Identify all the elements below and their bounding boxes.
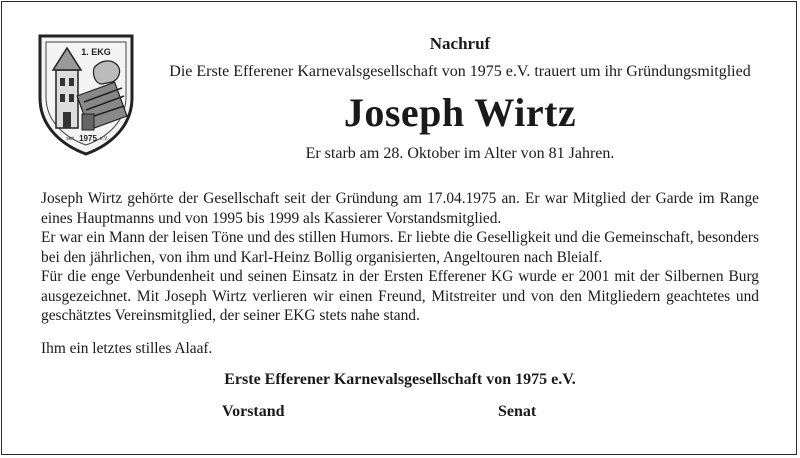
crest-since: seit (66, 136, 74, 142)
crest-label: 1. EKG (81, 47, 111, 57)
body-paragraph: Für die enge Verbundenheit und seinen Einsatz in der Ersten Efferener KG wurde er 2001 mit der Silbernen Burg ausgezeichnet. Mit Joseph Wirtz verlieren wir einen Freund, Mitstreiter und von den Mitgliedern geachtetes und geschätztes Vereinsmitglied, der seiner EKG stets nahe stand. (41, 268, 759, 324)
crest-year: 1975 (79, 134, 97, 143)
body-paragraph: Er war ein Mann der leisen Töne und des stillen Humors. Er liebte die Geselligkeit und die Gemeinschaft, besonders bei den jährlichen, von ihm und Karl-Heinz Bollig organisierten, Angeltouren nach Bleialf. (41, 229, 759, 266)
header-block (150, 33, 770, 164)
notice-title: Nachruf (429, 34, 491, 53)
signature-senate: Senat (498, 403, 537, 420)
obituary-body (41, 189, 759, 326)
death-date-line: Er starb am 28. Oktober im Alter von 81 Jahren. (305, 145, 615, 162)
intro-line: Die Erste Efferener Karnevalsgesellschaft von 1975 e.V. trauert um ihr Gründungsmitglied (169, 63, 751, 80)
deceased-name: Joseph Wirtz (343, 90, 577, 135)
closing-line: Ihm ein letztes stilles Alaaf. (41, 340, 213, 357)
signature-board: Vorstand (222, 403, 285, 420)
body-paragraph: Joseph Wirtz gehörte der Gesellschaft seit der Gründung am 17.04.1975 an. Er war Mitglied der Garde im Range eines Hauptmanns und von 1995 bis 1999 als Kassierer Vorstandsmitglied. (41, 190, 759, 227)
signature-organization: Erste Efferener Karnevalsgesellschaft von 1975 e.V. (224, 371, 576, 388)
club-crest-logo (34, 28, 138, 158)
crest-ev: e.V. (99, 136, 109, 142)
